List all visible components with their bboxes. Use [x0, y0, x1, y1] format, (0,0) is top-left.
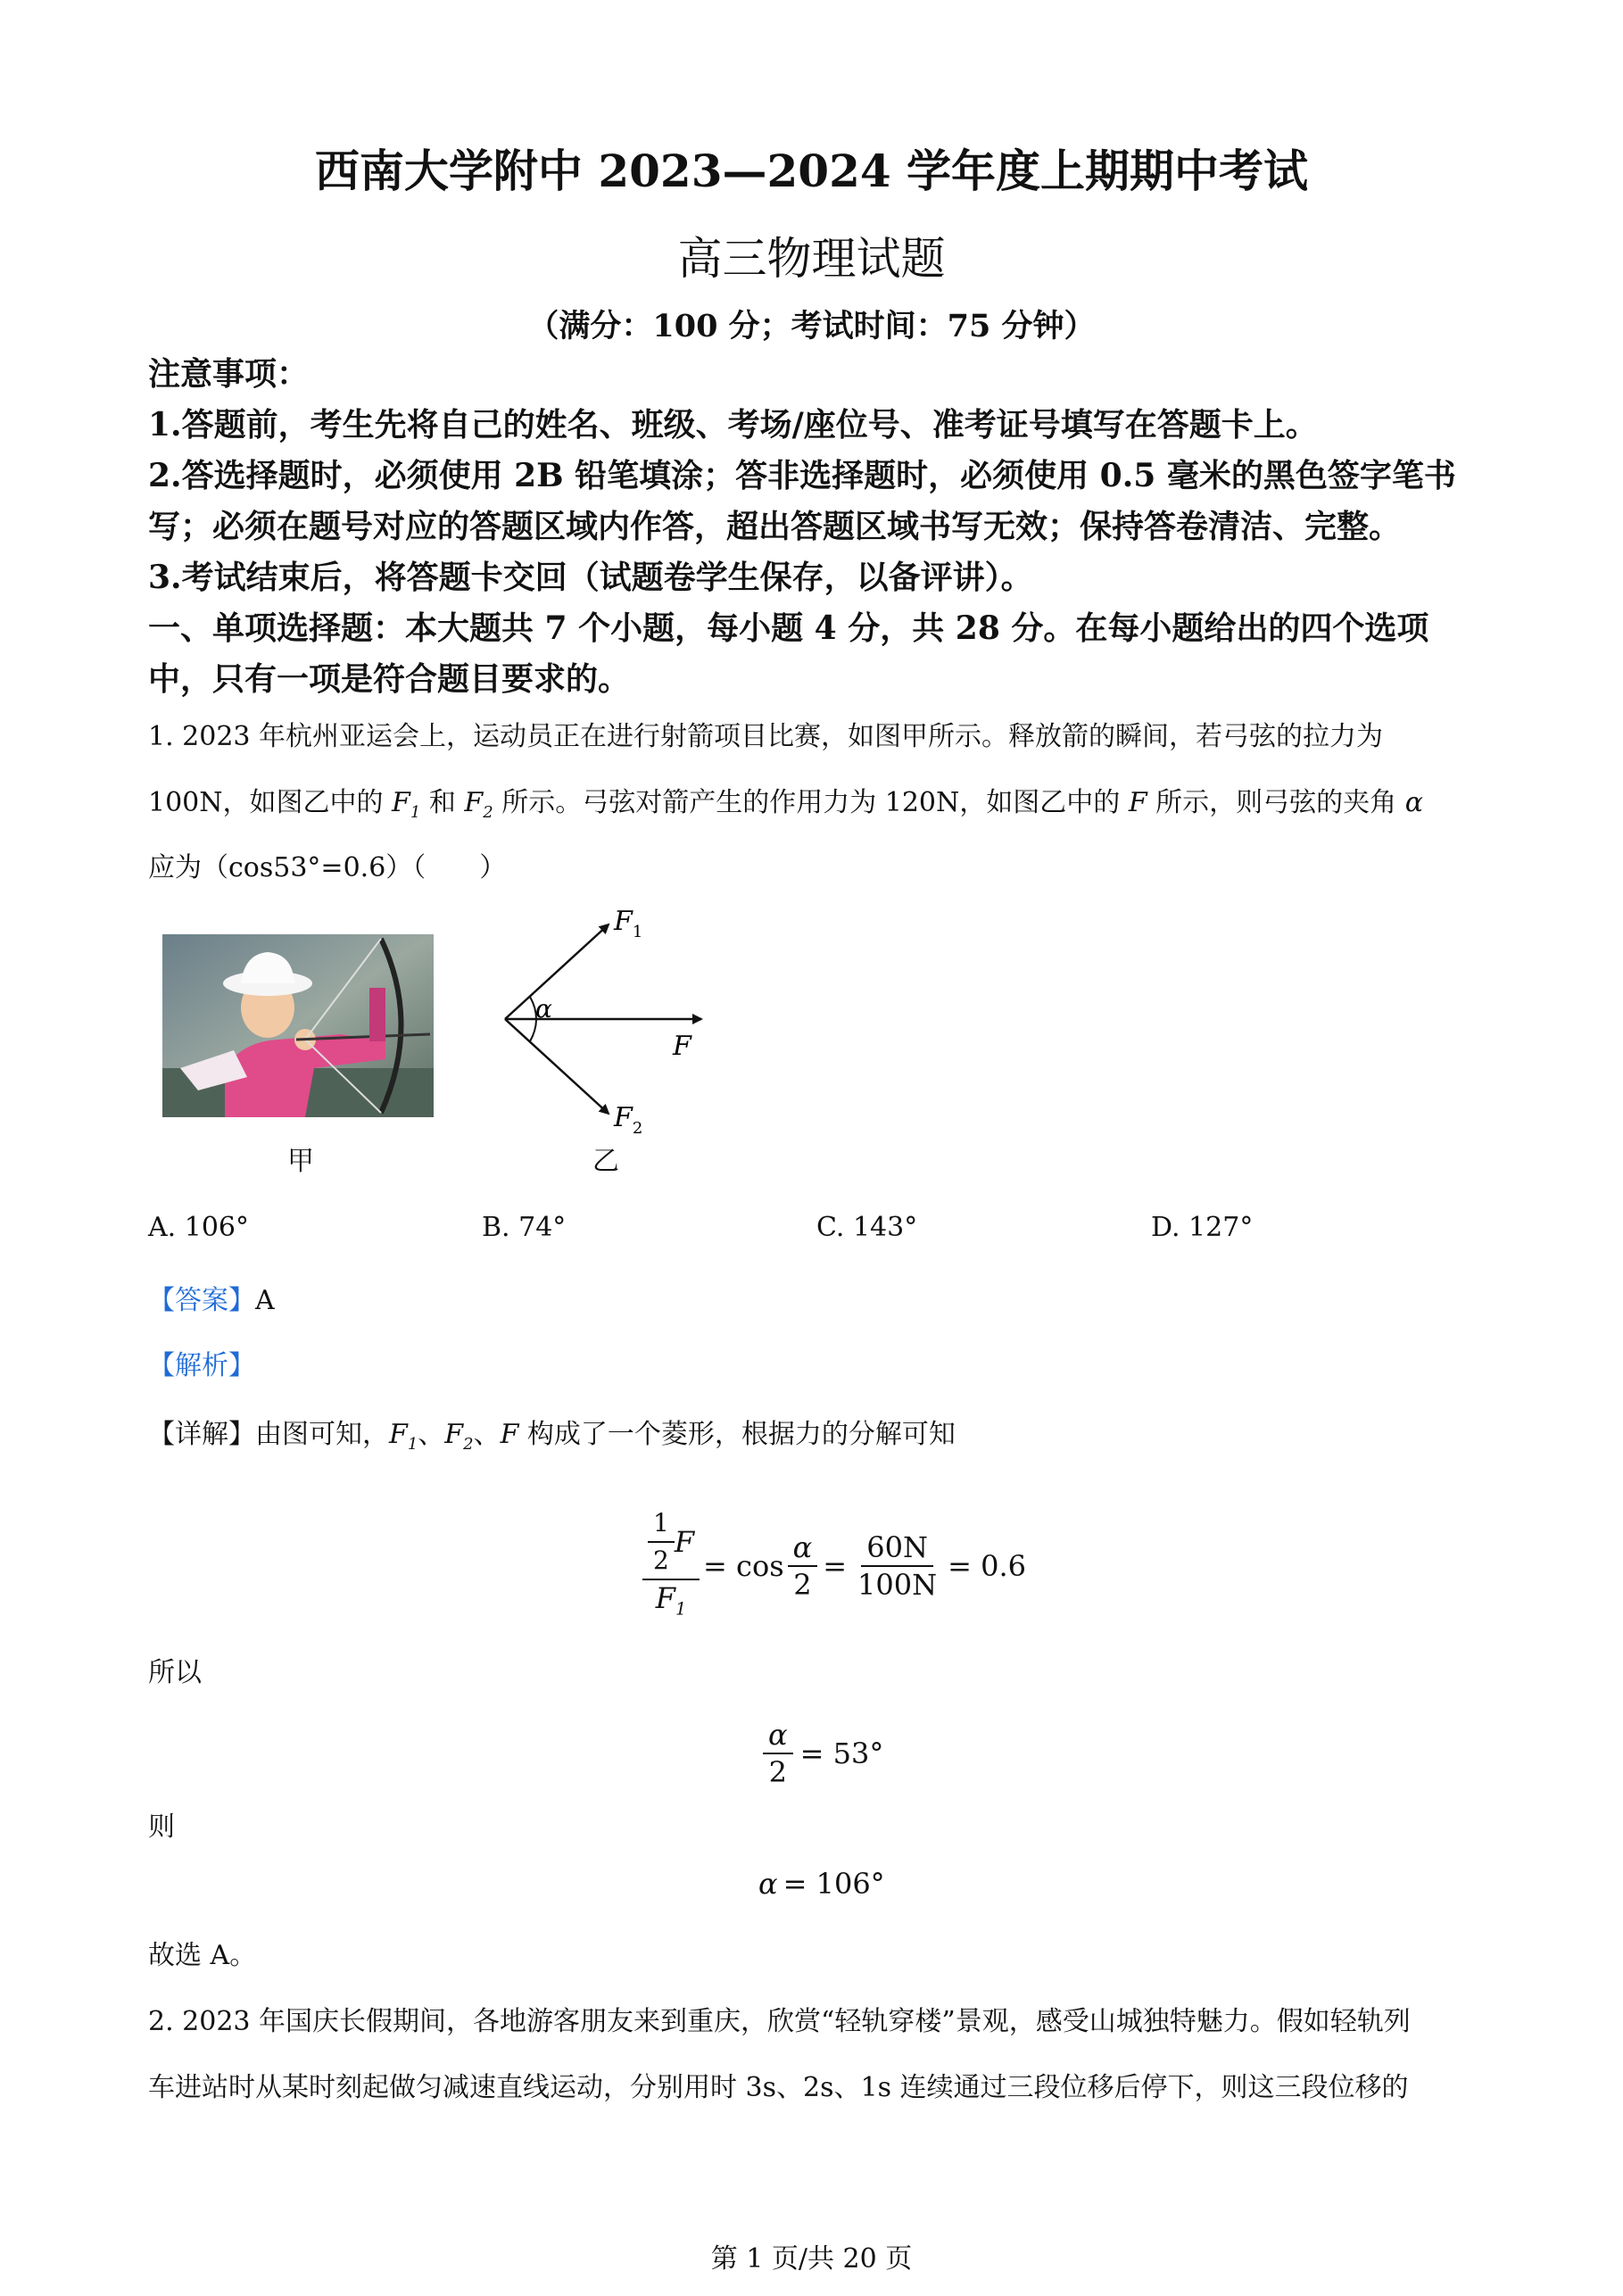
detail-var-f2: $F_2$ [444, 1419, 474, 1454]
exam-subtitle: 高三物理试题 [677, 233, 946, 285]
answer-value: A [255, 1285, 275, 1316]
equation-3: α = 106° [758, 1867, 885, 1901]
archer-photo [162, 934, 434, 1117]
vector-f2 [505, 1019, 609, 1114]
figure-a-label: 甲 [287, 1146, 314, 1177]
q1-text-segment: 所示，则弓弦的夹角 [1147, 787, 1405, 818]
conclusion-text: 故选 A。 [148, 1940, 257, 1971]
detail-text: 、 [418, 1419, 445, 1450]
exam-title: 西南大学附中 2023—2024 学年度上期期中考试 [314, 145, 1309, 197]
detail-var-f: F [500, 1419, 519, 1450]
page-footer: 第 1 页/共 20 页 [710, 2243, 913, 2275]
angle-label: α [535, 994, 552, 1024]
section-1-line-2: 中，只有一项是符合题目要求的。 [148, 660, 631, 698]
eq2-result: = 53° [799, 1737, 884, 1770]
q2-line-1: 2. 2023 年国庆长假期间，各地游客朋友来到重庆，欣赏“轻轨穿楼”景观，感受山城独特魅力。假如轻轨列 [148, 2006, 1411, 2037]
answer-row [148, 1278, 275, 1317]
detail-row [148, 1417, 956, 1463]
q1-var-f2: $F_2$ [464, 787, 493, 822]
equation-1: $\frac{1}{2}$ F $F_1$ = cos $\frac{\alpha}{2}$ = $\frac{60N}{100N}$ = 0.6 [642, 1499, 1026, 1633]
q2-line-2: 车进站时从某时刻起做匀减速直线运动，分别用时 3s、2s、1s 连续通过三段位移后停下，则这三段位移的 [148, 2072, 1409, 2103]
section-1-line-1: 一、单项选择题：本大题共 7 个小题，每小题 4 分，共 28 分。在每小题给出的四个选项 [148, 609, 1429, 647]
notice-item-1: 1.答题前，考生先将自己的姓名、班级、考场/座位号、准考证号填写在答题卡上。 [148, 406, 1318, 443]
option-d: D. 127° [1151, 1212, 1254, 1243]
exam-info: （满分：100 分；考试时间：75 分钟） [527, 308, 1096, 344]
detail-var-f1: $F_1$ [389, 1419, 418, 1454]
q1-text-segment: 和 [420, 787, 465, 818]
label-f2: $F_2$ [614, 1102, 643, 1138]
analysis-tag: 【解析】 [148, 1350, 255, 1381]
option-c: C. 143° [816, 1212, 918, 1243]
so-text: 所以 [148, 1657, 202, 1688]
q1-var-alpha: α [1404, 787, 1423, 818]
notice-item-2-line-1: 2.答选择题时，必须使用 2B 铅笔填涂；答非选择题时，必须使用 0.5 毫米的黑色签字笔书 [148, 457, 1456, 494]
force-diagram [491, 901, 723, 1142]
notice-item-3: 3.考试结束后，将答题卡交回（试题卷学生保存，以备评讲）。 [148, 559, 1033, 596]
q1-text-segment: 100N，如图乙中的 [148, 787, 393, 818]
q1-var-f1: $F_1$ [392, 787, 421, 822]
eq1-lhs-fraction: $\frac{1}{2}$ F $F_1$ [642, 1505, 700, 1627]
option-a: A. 106° [148, 1212, 249, 1243]
notice-heading: 注意事项： [148, 355, 310, 393]
label-f1: $F_1$ [614, 906, 643, 941]
eq1-ratio: $\frac{60N}{100N}$ [857, 1530, 938, 1602]
detail-tag: 【详解】 [148, 1419, 255, 1450]
q1-line-2 [148, 785, 1423, 831]
q1-var-f: F [1128, 787, 1147, 818]
q1-text-segment: 所示。弓弦对箭产生的作用力为 120N，如图乙中的 [493, 787, 1129, 818]
vector-f1 [505, 924, 609, 1019]
figure-b-label: 乙 [592, 1146, 619, 1177]
notice-item-2-line-2: 写；必须在题号对应的答题区域内作答，超出答题区域书写无效；保持答卷清洁、完整。 [148, 508, 1402, 545]
equation-2: $\frac{\alpha}{2}$ = 53° [763, 1709, 883, 1798]
eq1-result: = 0.6 [948, 1549, 1026, 1583]
answer-tag: 【答案】 [148, 1285, 255, 1316]
detail-text: 构成了一个菱形，根据力的分解可知 [518, 1419, 956, 1450]
detail-text: 由图可知， [255, 1419, 389, 1450]
detail-text: 、 [473, 1419, 501, 1450]
eq1-half-angle: $\frac{\alpha}{2}$ [788, 1529, 818, 1603]
eq3-result: = 106° [783, 1867, 885, 1901]
q1-line-3: 应为（cos53°=0.6）（ ） [148, 852, 507, 883]
label-f: F [673, 1031, 691, 1062]
option-b: B. 74° [482, 1212, 567, 1243]
q1-line-1: 1. 2023 年杭州亚运会上，运动员正在进行射箭项目比赛，如图甲所示。释放箭的瞬间，若弓弦的拉力为 [148, 721, 1384, 752]
then-text: 则 [148, 1811, 175, 1843]
eq1-cos: = cos [703, 1549, 784, 1583]
